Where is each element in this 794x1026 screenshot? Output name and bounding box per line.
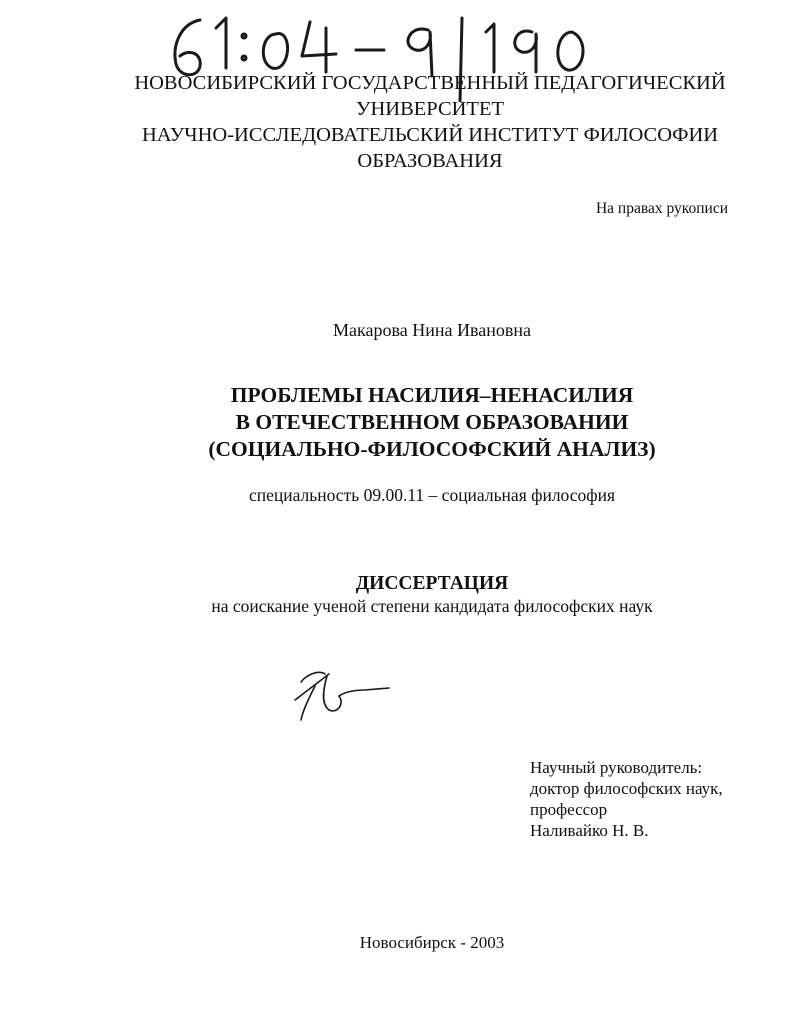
document-type: ДИССЕРТАЦИЯ <box>355 573 509 594</box>
institution-line: НАУЧНО-ИССЛЕДОВАТЕЛЬСКИЙ ИНСТИТУТ ФИЛОСОФИИ <box>141 124 719 146</box>
stamp-digit-9b <box>515 31 537 72</box>
institution-line: ОБРАЗОВАНИЯ <box>357 150 503 172</box>
author-signature <box>285 660 395 726</box>
institution-block <box>90 70 770 174</box>
supervisor-line: профессор <box>530 800 608 819</box>
stamp-colon-bottom <box>242 56 246 60</box>
supervisor-line: Наливайко Н. В. <box>530 821 649 840</box>
dissertation-title <box>0 382 794 463</box>
stamp-digit-1 <box>216 18 226 68</box>
stamp-colon-top <box>242 34 246 38</box>
supervisor-line: Научный руководитель: <box>530 758 703 777</box>
stamp-digit-4 <box>302 22 336 72</box>
supervisor-line: доктор философских наук, <box>530 779 723 798</box>
manuscript-rights-note: На правах рукописи <box>595 200 728 217</box>
stamp-digit-0 <box>263 34 287 69</box>
title-line: ПРОБЛЕМЫ НАСИЛИЯ–НЕНАСИЛИЯ <box>230 383 634 407</box>
institution-line: НОВОСИБИРСКИЙ ГОСУДАРСТВЕННЫЙ ПЕДАГОГИЧЕСКИЙ <box>134 72 726 94</box>
author-name: Макарова Нина Ивановна <box>333 320 531 340</box>
title-line: В ОТЕЧЕСТВЕННОМ ОБРАЗОВАНИИ <box>235 410 629 434</box>
stamp-digit-9 <box>408 29 432 76</box>
title-line: (СОЦИАЛЬНО-ФИЛОСОФСКИЙ АНАЛИЗ) <box>208 437 656 461</box>
stamp-digit-0b <box>558 32 583 70</box>
institution-line: УНИВЕРСИТЕТ <box>355 98 504 120</box>
city-year: Новосибирск - 2003 <box>359 933 505 952</box>
specialty-line: специальность 09.00.11 – социальная философия <box>248 485 616 505</box>
degree-purpose: на соискание ученой степени кандидата философских наук <box>211 596 653 616</box>
stamp-digit-6 <box>175 20 200 75</box>
stamp-digit-1b <box>486 24 494 72</box>
supervisor-block <box>530 757 723 841</box>
